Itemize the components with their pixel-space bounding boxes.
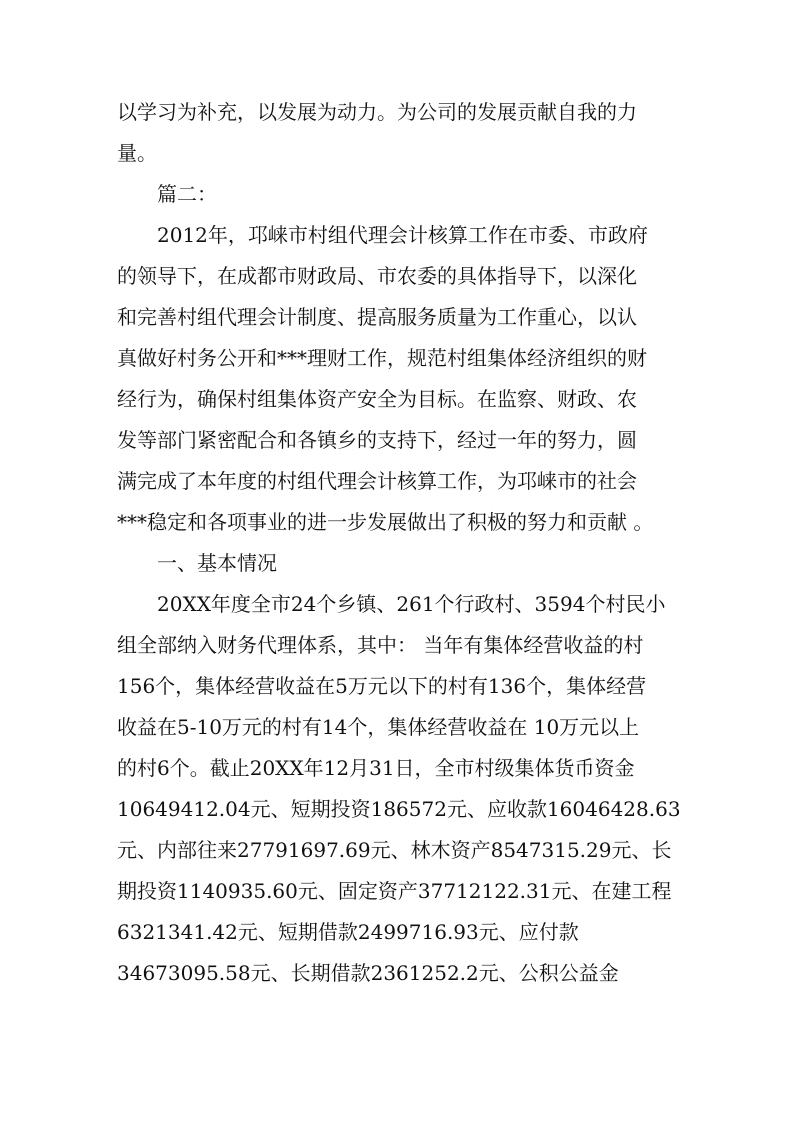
text-line: 经行为，确保村组集体资产安全为目标。在监察、财政、农 <box>117 387 637 411</box>
text-line: 156个，集体经营收益在5万元以下的村有136个，集体经营 <box>117 674 647 698</box>
text-line: 量。 <box>117 141 157 165</box>
text-line: 和完善村组代理会计制度、提高服务质量为工作重心，以认 <box>117 305 637 329</box>
text-line: 6321341.42元、短期借款2499716.93元、应付款 <box>117 920 579 944</box>
text-line: 20XX年度全市24个乡镇、261个行政村、3594个村民小 <box>157 592 666 616</box>
text-line: 元、内部往来27791697.69元、林木资产8547315.29元、长 <box>117 838 672 862</box>
section-heading: 一、基本情况 <box>157 551 277 575</box>
text-line: 组全部纳入财务代理体系，其中： 当年有集体经营收益的村 <box>117 633 644 657</box>
text-line: 的领导下，在成都市财政局、市农委的具体指导下，以深化 <box>117 264 637 288</box>
section-heading: 篇二： <box>157 182 217 206</box>
text-line: 10649412.04元、短期投资186572元、应收款16046428.63 <box>117 797 681 821</box>
text-line: 满完成了本年度的村组代理会计核算工作，为邛崃市的社会 <box>117 469 637 493</box>
document-body <box>117 92 681 994</box>
text-line: 期投资1140935.60元、固定资产37712122.31元、在建工程 <box>117 879 672 903</box>
text-line: ***稳定和各项事业的进一步发展做出了积极的努力和贡献 。 <box>117 510 654 534</box>
text-line: 2012年，邛崃市村组代理会计核算工作在市委、市政府 <box>157 223 648 247</box>
text-line: 发等部门紧密配合和各镇乡的支持下，经过一年的努力，圆 <box>117 428 637 452</box>
text-line: 的村6个。截止20XX年12月31日，全市村级集体货币资金 <box>117 756 635 780</box>
text-line: 以学习为补充，以发展为动力。为公司的发展贡献自我的力 <box>117 100 637 124</box>
text-line: 收益在5-10万元的村有14个，集体经营收益在 10万元以上 <box>117 715 640 739</box>
text-line: 真做好村务公开和***理财工作，规范村组集体经济组织的财 <box>117 346 647 370</box>
text-line: 34673095.58元、长期借款2361252.2元、公积公益金 <box>117 961 619 985</box>
